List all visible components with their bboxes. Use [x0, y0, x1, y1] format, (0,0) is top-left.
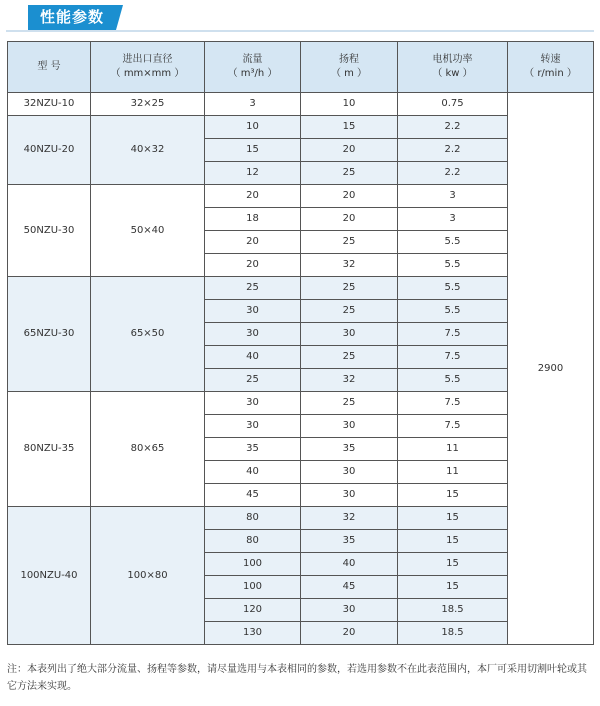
power-cell: 15	[398, 553, 508, 576]
flow-cell: 10	[205, 116, 301, 139]
power-cell: 0.75	[398, 93, 508, 116]
section-title-bar	[6, 5, 594, 32]
head-cell: 15	[301, 116, 398, 139]
power-cell: 11	[398, 461, 508, 484]
column-header	[205, 42, 301, 93]
head-cell: 25	[301, 300, 398, 323]
flow-cell: 35	[205, 438, 301, 461]
power-cell: 3	[398, 185, 508, 208]
power-cell: 15	[398, 507, 508, 530]
column-header	[508, 42, 594, 93]
power-cell: 7.5	[398, 392, 508, 415]
head-cell: 45	[301, 576, 398, 599]
table-row	[8, 185, 594, 208]
flow-cell: 20	[205, 254, 301, 277]
head-cell: 30	[301, 461, 398, 484]
power-cell: 3	[398, 208, 508, 231]
speed-cell: 2900	[508, 93, 594, 645]
head-cell: 30	[301, 599, 398, 622]
flow-cell: 120	[205, 599, 301, 622]
flow-cell: 20	[205, 185, 301, 208]
flow-cell: 80	[205, 507, 301, 530]
head-cell: 20	[301, 185, 398, 208]
head-cell: 20	[301, 208, 398, 231]
column-header-label: 流量	[242, 54, 263, 65]
footnote: 注：本表列出了绝大部分流量、扬程等参数，请尽量选用与本表相同的参数，若选用参数不在此表范围内，本厂可采用切割叶轮或其它方法来实现。	[7, 664, 587, 692]
head-cell: 32	[301, 507, 398, 530]
bore-cell: 100×80	[91, 507, 205, 645]
head-cell: 20	[301, 622, 398, 645]
power-cell: 2.2	[398, 139, 508, 162]
performance-table	[7, 41, 594, 645]
column-header-label: 进出口直径	[122, 54, 173, 65]
flow-cell: 80	[205, 530, 301, 553]
flow-cell: 40	[205, 461, 301, 484]
flow-cell: 3	[205, 93, 301, 116]
column-header-label: 转速	[540, 54, 561, 65]
power-cell: 2.2	[398, 162, 508, 185]
flow-cell: 100	[205, 553, 301, 576]
head-cell: 25	[301, 392, 398, 415]
head-cell: 35	[301, 438, 398, 461]
head-cell: 25	[301, 231, 398, 254]
table-row	[8, 277, 594, 300]
column-header-unit: （ m³/h ）	[227, 68, 278, 79]
model-cell: 32NZU-10	[8, 93, 91, 116]
flow-cell: 25	[205, 277, 301, 300]
flow-cell: 130	[205, 622, 301, 645]
power-cell: 5.5	[398, 254, 508, 277]
flow-cell: 30	[205, 300, 301, 323]
model-cell: 80NZU-35	[8, 392, 91, 507]
flow-cell: 30	[205, 392, 301, 415]
table-row	[8, 392, 594, 415]
power-cell: 15	[398, 484, 508, 507]
power-cell: 7.5	[398, 346, 508, 369]
head-cell: 20	[301, 139, 398, 162]
column-header-unit: （ m ）	[330, 68, 368, 79]
power-cell: 5.5	[398, 369, 508, 392]
flow-cell: 15	[205, 139, 301, 162]
column-header-unit: （ mm×mm ）	[110, 68, 185, 79]
head-cell: 25	[301, 162, 398, 185]
head-cell: 25	[301, 346, 398, 369]
flow-cell: 20	[205, 231, 301, 254]
column-header	[91, 42, 205, 93]
bore-cell: 65×50	[91, 277, 205, 392]
column-header	[8, 42, 91, 93]
flow-cell: 18	[205, 208, 301, 231]
model-cell: 100NZU-40	[8, 507, 91, 645]
column-header-unit: （ kw ）	[432, 68, 473, 79]
flow-cell: 100	[205, 576, 301, 599]
head-cell: 10	[301, 93, 398, 116]
head-cell: 32	[301, 254, 398, 277]
column-header-label: 扬程	[339, 54, 359, 65]
table-row	[8, 507, 594, 530]
flow-cell: 40	[205, 346, 301, 369]
head-cell: 30	[301, 323, 398, 346]
header-row	[8, 42, 594, 93]
column-header-unit: （ r/min ）	[524, 68, 577, 79]
power-cell: 18.5	[398, 622, 508, 645]
column-header-label: 电机功率	[432, 54, 473, 65]
flow-cell: 12	[205, 162, 301, 185]
head-cell: 30	[301, 415, 398, 438]
power-cell: 5.5	[398, 277, 508, 300]
head-cell: 32	[301, 369, 398, 392]
power-cell: 5.5	[398, 300, 508, 323]
column-header	[398, 42, 508, 93]
head-cell: 40	[301, 553, 398, 576]
power-cell: 7.5	[398, 323, 508, 346]
table-row	[8, 116, 594, 139]
power-cell: 11	[398, 438, 508, 461]
column-header-label: 型 号	[37, 61, 61, 72]
power-cell: 5.5	[398, 231, 508, 254]
model-cell: 50NZU-30	[8, 185, 91, 277]
head-cell: 25	[301, 277, 398, 300]
flow-cell: 45	[205, 484, 301, 507]
head-cell: 30	[301, 484, 398, 507]
bore-cell: 80×65	[91, 392, 205, 507]
power-cell: 18.5	[398, 599, 508, 622]
flow-cell: 25	[205, 369, 301, 392]
section-title: 性能参数	[28, 5, 116, 30]
column-header	[301, 42, 398, 93]
power-cell: 2.2	[398, 116, 508, 139]
flow-cell: 30	[205, 415, 301, 438]
flow-cell: 30	[205, 323, 301, 346]
power-cell: 15	[398, 576, 508, 599]
head-cell: 35	[301, 530, 398, 553]
power-cell: 15	[398, 530, 508, 553]
table-row	[8, 93, 594, 116]
model-cell: 40NZU-20	[8, 116, 91, 185]
table-body	[8, 93, 594, 645]
power-cell: 7.5	[398, 415, 508, 438]
bore-cell: 50×40	[91, 185, 205, 277]
model-cell: 65NZU-30	[8, 277, 91, 392]
bore-cell: 32×25	[91, 93, 205, 116]
bore-cell: 40×32	[91, 116, 205, 185]
